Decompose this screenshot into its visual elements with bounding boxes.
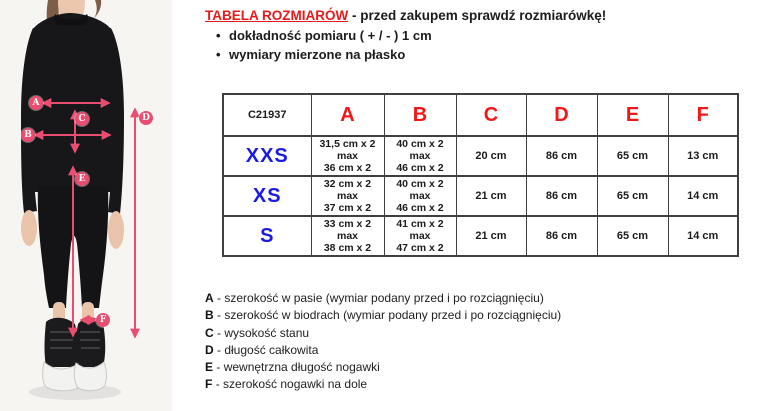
cell-e: 65 cm <box>597 136 668 176</box>
cell-d: 86 cm <box>526 136 597 176</box>
legend <box>205 290 685 394</box>
cell-line: 47 cm x 2 <box>396 242 444 254</box>
page-title <box>205 8 765 23</box>
column-header-a: A <box>311 94 384 136</box>
legend-letter: F <box>205 377 213 392</box>
legend-item-f <box>205 376 685 393</box>
right-hand <box>108 211 124 249</box>
legend-letter: C <box>205 325 214 340</box>
measure-marker-d: D <box>139 111 153 125</box>
legend-item-e <box>205 359 685 376</box>
title-rest: - przed zakupem sprawdź rozmiarówkę! <box>348 8 607 23</box>
cell-line: 36 cm x 2 <box>323 162 372 174</box>
table-row-xxs <box>223 136 738 176</box>
cell-line: 41 cm x 2 <box>396 218 444 230</box>
legend-item-a <box>205 290 685 307</box>
measure-marker-f: F <box>96 313 110 327</box>
note-item-flat: • wymiary mierzone na płasko <box>216 45 432 64</box>
cell-b <box>384 136 456 176</box>
cell-line: 46 cm x 2 <box>396 202 444 214</box>
cell-line: max <box>336 190 358 202</box>
cell-d: 86 cm <box>526 176 597 216</box>
cell-f: 14 cm <box>668 216 738 256</box>
column-header-e: E <box>597 94 668 136</box>
cell-line: max <box>409 150 431 162</box>
cell-line: 31,5 cm x 2 <box>319 138 376 150</box>
cell-d: 86 cm <box>526 216 597 256</box>
legend-letter: B <box>205 308 214 323</box>
measure-marker-a: A <box>29 96 43 110</box>
cell-b <box>384 176 456 216</box>
legend-letter: E <box>205 360 214 375</box>
legend-text: - wewnętrzna długość nogawki <box>216 360 380 375</box>
legend-text: - szerokość w pasie (wymiar podany przed i po rozciągnięciu) <box>217 291 544 305</box>
title-highlight: TABELA ROZMIARÓW <box>205 8 349 23</box>
left-hand <box>21 210 37 246</box>
model-photo <box>0 0 172 411</box>
cell-line: 33 cm x 2 <box>323 218 372 230</box>
model-photo-drawing <box>0 0 172 411</box>
column-header-d: D <box>526 94 597 136</box>
column-header-c: C <box>456 94 526 136</box>
cell-line: 40 cm x 2 <box>396 138 444 150</box>
measure-marker-b: B <box>21 128 35 142</box>
cell-c: 20 cm <box>456 136 526 176</box>
cell-e: 65 cm <box>597 216 668 256</box>
table-header-row <box>223 94 738 136</box>
legend-text: - wysokość stanu <box>217 325 310 340</box>
column-header-f: F <box>668 94 738 136</box>
measure-marker-c: C <box>75 112 89 126</box>
cell-line: 37 cm x 2 <box>323 202 372 214</box>
size-label: S <box>223 216 311 256</box>
cell-line: max <box>336 150 358 162</box>
product-code: C21937 <box>223 94 311 136</box>
legend-text: - długość całkowita <box>217 342 319 357</box>
cell-line: 32 cm x 2 <box>323 178 372 190</box>
cell-f: 13 cm <box>668 136 738 176</box>
cell-a <box>311 176 384 216</box>
legend-item-b <box>205 307 685 324</box>
cell-a <box>311 216 384 256</box>
legend-letter: A <box>205 291 214 305</box>
cell-a <box>311 136 384 176</box>
note-item-accuracy: • dokładność pomiaru ( + / - ) 1 cm <box>216 26 432 45</box>
cell-line: 40 cm x 2 <box>396 178 444 190</box>
table-row-s <box>223 216 738 256</box>
cell-line: 46 cm x 2 <box>396 162 444 174</box>
legend-letter: D <box>205 342 214 357</box>
measure-marker-e: E <box>75 172 89 186</box>
legend-text: - szerokość nogawki na dole <box>215 377 368 392</box>
size-label: XXS <box>223 136 311 176</box>
legend-text: - szerokość w biodrach (wymiar podany przed i po rozciągnięciu) <box>217 308 562 323</box>
cell-c: 21 cm <box>456 176 526 216</box>
legend-item-c <box>205 325 685 342</box>
size-label: XS <box>223 176 311 216</box>
cell-e: 65 cm <box>597 176 668 216</box>
cell-c: 21 cm <box>456 216 526 256</box>
table-row-xs <box>223 176 738 216</box>
legend-item-d <box>205 342 685 359</box>
cell-line: 38 cm x 2 <box>323 242 372 254</box>
cell-f: 14 cm <box>668 176 738 216</box>
size-table <box>222 93 739 257</box>
column-header-b: B <box>384 94 456 136</box>
notes-list <box>216 26 432 64</box>
cell-line: max <box>409 190 431 202</box>
cell-b <box>384 216 456 256</box>
cell-line: max <box>336 230 358 242</box>
cell-line: max <box>409 230 431 242</box>
